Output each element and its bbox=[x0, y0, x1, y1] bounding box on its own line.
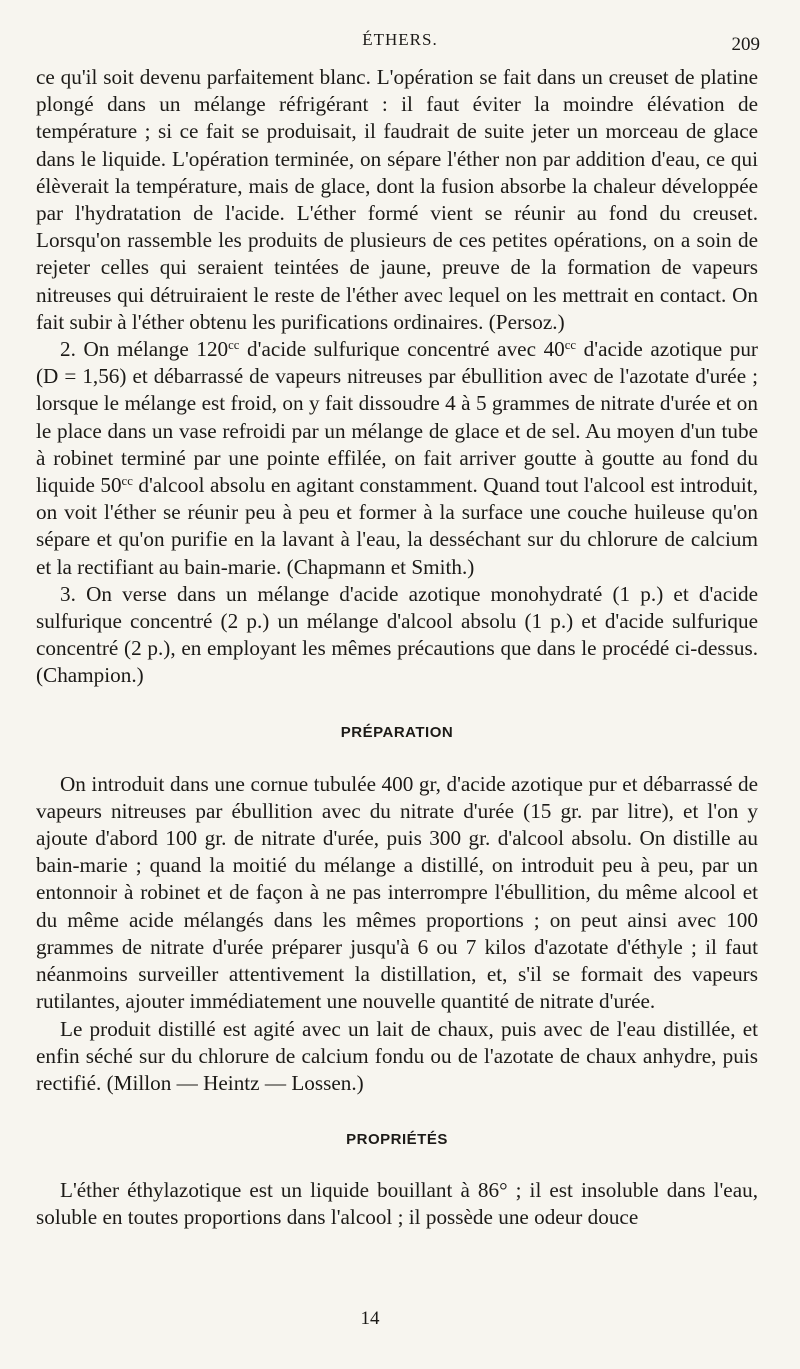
page-number: 209 bbox=[731, 34, 760, 55]
signature-mark bbox=[0, 1308, 800, 1330]
unit-cc: cc bbox=[228, 338, 240, 353]
method-2-text-a: 2. On mélange 120 bbox=[60, 337, 229, 362]
signature-number: 14 bbox=[360, 1308, 380, 1329]
page-body bbox=[36, 64, 758, 1232]
section-heading-proprietes: PROPRIÉTÉS bbox=[346, 1131, 448, 1149]
section-heading-preparation: PRÉPARATION bbox=[340, 723, 454, 741]
method-2-text-c: d'acide azotique pur (D = 1,56) et débarrassé de vapeurs nitreuses par ébullition avec de l'azotate d'urée ; lorsque le mélange est froid, on y fait dissoudre 4 à 5 grammes de nitrate d'urée et on le place dans un vase refroidi par un mélange de glace et de sel. Au moyen d'un tube à robinet terminé par une pointe effilée, on fait arriver goutte à goutte au fond du liquide 50 bbox=[36, 337, 758, 498]
method-2-text-d: d'alcool absolu en agitant constamment. Quand tout l'alcool est introduit, on voit l'éther se réunir peu à peu et former à la surface une couche huileuse qu'on sépare et qu'on purifie en la lavant à l'eau, la desséchant sur du chlorure de calcium et la rectifiant au bain-marie. (Chapmann et Smith.) bbox=[36, 473, 758, 579]
unit-cc: cc bbox=[564, 338, 577, 353]
paragraph-continuation: ce qu'il soit devenu parfaitement blanc. L'opération se fait dans un creuset de platine plongé dans un mélange réfrigérant : il faut éviter la moindre élévation de température ; si ce fait se produisait, il faudrait de suite jeter un morceau de glace dans le liquide. L'opération terminée, on sépare l'éther non par addition d'eau, ce qui élèverait la température, mais de glace, dont la fusion absorbe la chaleur développée par l'hydratation de l'acide. L'éther formé vient se réunir au fond du creuset. Lorsqu'on rassemble les produits de plusieurs de ces petites opérations, on a soin de rejeter celles qui seraient teintées de jaune, preuve de la formation de vapeurs nitreuses qui détruiraient le reste de l'éther avec lequel on les mettrait en contact. On fait subir à l'éther obtenu les purifications ordinaires. (Persoz.) bbox=[36, 65, 758, 334]
paragraph-method-2 bbox=[36, 336, 758, 581]
paragraph-preparation-1: On introduit dans une cornue tubulée 400 gr, d'acide azotique pur et débarrassé de vapeurs nitreuses par ébullition avec du nitrate d'urée (15 gr. par litre), et l'on y ajoute d'abord 100 gr. de nitrate d'urée, puis 300 gr. d'alcool absolu. On distille au bain-marie ; quand la moitié du mélange a distillé, on introduit peu à peu, par un entonnoir à robinet et de façon à ne pas interrompre l'ébullition, du même alcool et du même acide mélangés dans les mêmes proportions ; on peut ainsi avec 100 grammes de nitrate d'urée préparer jusqu'à 6 ou 7 kilos d'azotate d'éthyle ; il faut néanmoins surveiller attentivement la distillation, et, s'il se formait des vapeurs rutilantes, ajouter immédiatement une nouvelle quantité de nitrate d'urée. bbox=[36, 771, 758, 1014]
running-title: ÉTHERS. bbox=[362, 30, 438, 49]
paragraph-method-3: 3. On verse dans un mélange d'acide azotique monohydraté (1 p.) et d'acide sulfurique concentré (2 p.) un mélange d'alcool absolu (1 p.) et d'acide sulfurique concentré (2 p.), en employant les mêmes précautions que dans le procédé ci-dessus. (Champion.) bbox=[36, 581, 758, 688]
paragraph-proprietes-1: L'éther éthylazotique est un liquide bouillant à 86° ; il est insoluble dans l'eau, soluble en toutes proportions dans l'alcool ; il possède une odeur douce bbox=[36, 1178, 758, 1230]
paragraph-preparation-2: Le produit distillé est agité avec un lait de chaux, puis avec de l'eau distillée, et enfin séché sur du chlorure de calcium fondu ou de l'azotate de chaux anhydre, puis rectifié. (Millon — Heintz — Lossen.) bbox=[36, 1016, 758, 1095]
unit-cc: cc bbox=[121, 474, 133, 489]
method-2-text-b: d'acide sulfurique concentré avec 40 bbox=[239, 337, 565, 362]
running-header bbox=[36, 30, 764, 60]
